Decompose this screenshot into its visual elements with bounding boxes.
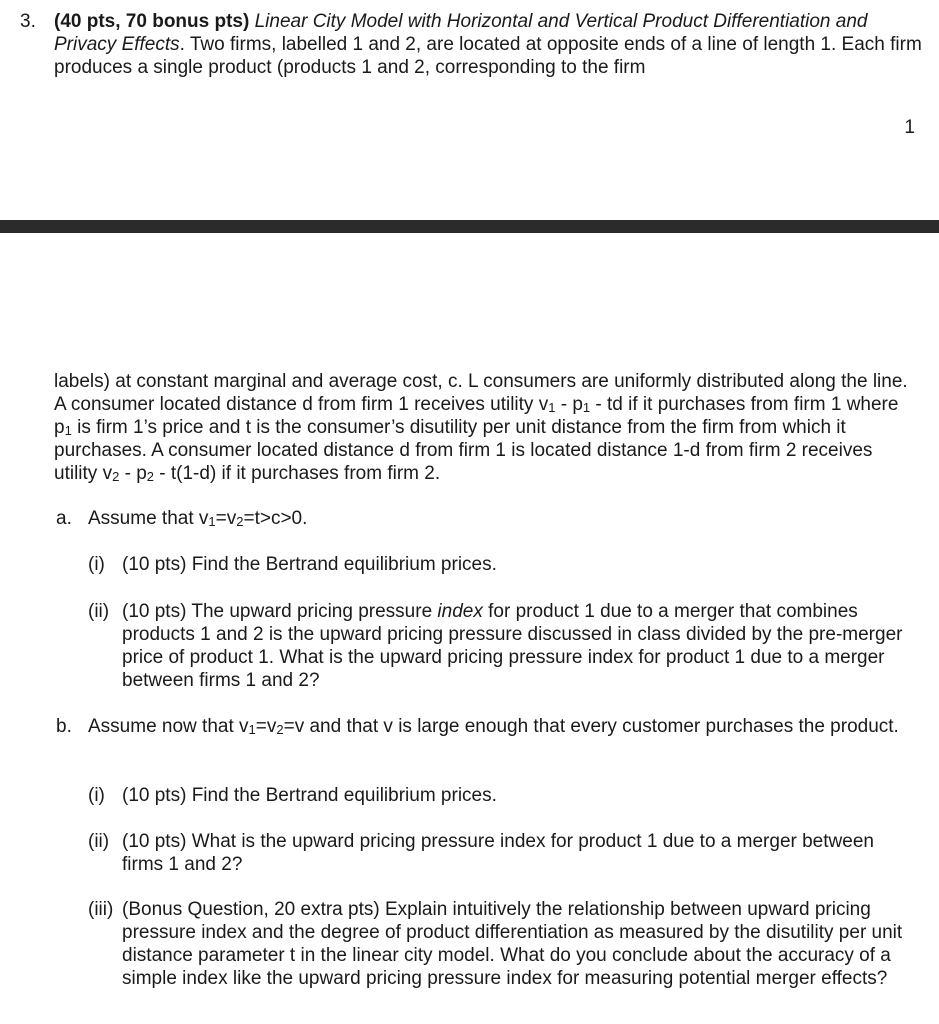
question-intro — [54, 10, 924, 79]
part-b-iii-text: (Bonus Question, 20 extra pts) Explain intuitively the relationship between upward pricing pressure index and the degree of product differentiation as measured by the disutility per unit distance parameter t in the linear city model. What do you conclude about the accuracy of a simple index like the upward pricing pressure index for measuring potential merger effects? — [122, 899, 903, 989]
part-b-ii-text: (10 pts) What is the upward pricing pressure index for product 1 due to a merger between firms 1 and 2? — [122, 831, 874, 875]
part-a-ii-text: (10 pts) The upward pricing pressure index for product 1 due to a merger that combines products 1 and 2 is the upward pricing pressure discussed in class divided by the pre-merger price of product 1. What is the upward pricing pressure index for product 1 due to a merger between firms 1 and 2? — [122, 601, 903, 691]
part-b-ii-label: (ii) — [88, 831, 110, 852]
page-break-divider — [0, 220, 939, 233]
part-a-label: a. — [56, 508, 72, 529]
part-b-i-label: (i) — [88, 785, 105, 806]
continuation-paragraph: labels) at constant marginal and average cost, c. L consumers are uniformly distributed along the line. A consumer located distance d from firm 1 receives utility $v_1 - p_1$ - td if it purchases from firm 1 where $p_1$ is firm 1’s price and t is the consumer’s disutility per unit distance from the firm from which it purchases. A consumer located distance d from firm 1 is located distance 1-d from firm 2 receives utility $v_2 - p_2 - t(1-d)$ if it purchases from firm 2. — [54, 371, 908, 484]
part-b-i-text: (10 pts) Find the Bertrand equilibrium prices. — [122, 785, 497, 806]
part-a-text: Assume that $v_1=v_2=t>c>0$. — [88, 508, 308, 529]
part-b-text: Assume now that $v_1=v_2=v$ and that v is large enough that every customer purchases the product. — [88, 716, 899, 737]
question-number: 3. — [20, 11, 36, 32]
question-points: (40 pts, 70 bonus pts) — [54, 11, 250, 32]
part-b-iii-label: (iii) — [88, 899, 114, 920]
page-number: 1 — [904, 117, 915, 138]
part-a-ii-label: (ii) — [88, 601, 110, 622]
question-title: Linear City Model with Horizontal and Vertical Product Differentiation and Privacy Effects — [54, 11, 868, 55]
question-intro-text: . Two firms, labelled 1 and 2, are located at opposite ends of a line of length 1. Each firm produces a single product (products 1 and 2, corresponding to the firm — [54, 34, 922, 78]
part-a-i-text: (10 pts) Find the Bertrand equilibrium prices. — [122, 554, 497, 575]
part-a-i-label: (i) — [88, 554, 105, 575]
part-b-label: b. — [56, 716, 72, 737]
